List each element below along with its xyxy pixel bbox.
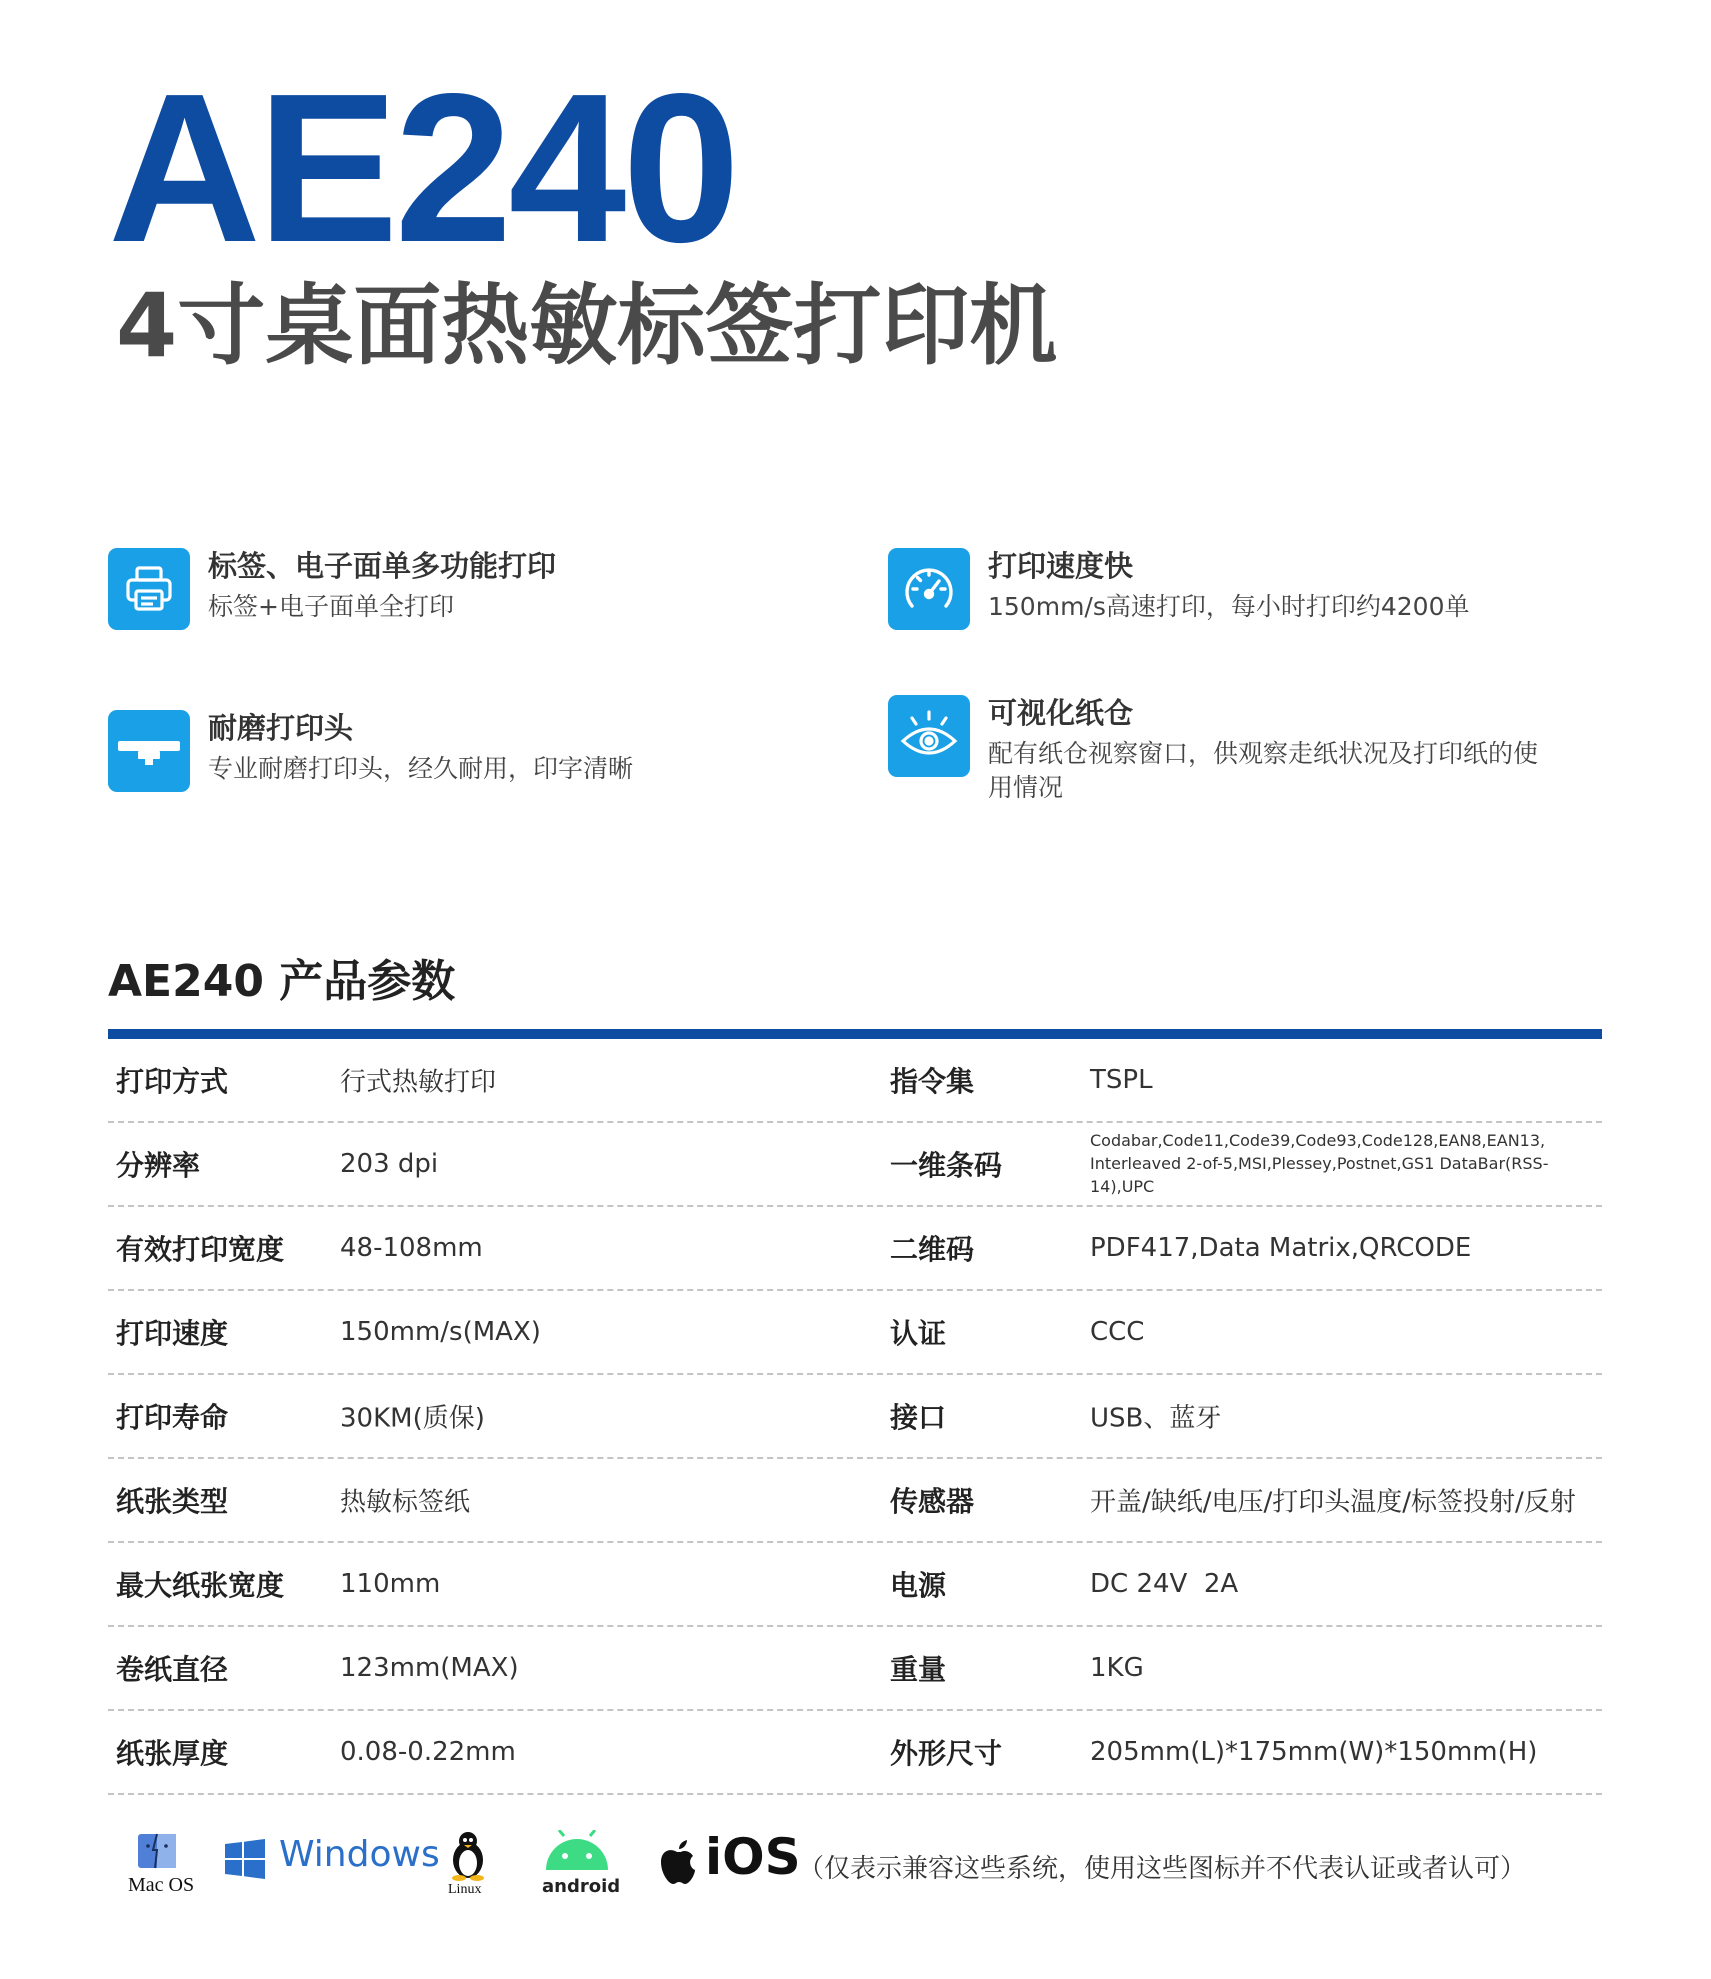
ios-label: iOS: [705, 1828, 801, 1886]
table-row: [108, 1207, 1602, 1291]
feature-desc: 标签+电子面单全打印: [208, 591, 454, 621]
spec-label: 打印寿命: [116, 1401, 229, 1434]
linux-label: Linux: [448, 1882, 482, 1897]
spec-label: 二维码: [890, 1233, 975, 1266]
spec-label: 纸张厚度: [116, 1737, 229, 1770]
table-row: [108, 1375, 1602, 1459]
spec-label: 接口: [890, 1401, 947, 1434]
windows-label: Windows: [279, 1834, 440, 1875]
windows-icon: [223, 1838, 267, 1880]
spec-value: 30KM(质保): [340, 1403, 485, 1434]
model-title: AE240: [108, 49, 737, 286]
feature-title: 打印速度快: [988, 549, 1134, 583]
table-row: [108, 1459, 1602, 1543]
feature-desc: 专业耐磨打印头，经久耐用，印字清晰: [208, 753, 634, 783]
android-icon: [544, 1830, 610, 1874]
spec-value: TSPL: [1090, 1065, 1153, 1095]
spec-value: Codabar,Code11,Code39,Code93,Code128,EAN8,EAN13, Interleaved 2-of-5,MSI,Plessey,Postnet,GS1 DataBar(RSS-14),UPC: [1090, 1131, 1549, 1197]
spec-divider: [108, 1029, 1602, 1039]
table-row: [108, 1039, 1602, 1123]
table-row: [108, 1123, 1602, 1207]
spec-value: CCC: [1090, 1317, 1145, 1347]
spec-label: 电源: [890, 1569, 947, 1602]
android-label: android: [542, 1876, 621, 1897]
spec-label: 有效打印宽度: [116, 1233, 285, 1266]
finder-icon: [132, 1830, 182, 1872]
spec-label: 认证: [890, 1317, 947, 1350]
spec-value: USB、蓝牙: [1090, 1403, 1222, 1434]
feature-printhead: [108, 710, 633, 792]
spec-value: 123mm(MAX): [340, 1653, 519, 1683]
apple-icon: [657, 1840, 697, 1886]
table-row: [108, 1711, 1602, 1795]
compatibility-note: （仅表示兼容这些系统，使用这些图标并不代表认证或者认可）: [798, 1854, 1527, 1884]
spec-heading: AE240 产品参数: [108, 956, 456, 1007]
table-row: [108, 1543, 1602, 1627]
spec-value: 开盖/缺纸/电压/打印头温度/标签投射/反射: [1090, 1487, 1576, 1518]
printer-icon: [108, 548, 190, 630]
spec-label: 分辨率: [116, 1149, 201, 1182]
spec-label: 卷纸直径: [116, 1653, 229, 1686]
spec-value: DC 24V 2A: [1090, 1569, 1239, 1599]
spec-value: 行式热敏打印: [340, 1067, 497, 1098]
feature-title: 可视化纸仓: [988, 696, 1134, 730]
product-subtitle: 4寸桌面热敏标签打印机: [116, 274, 1058, 377]
speedometer-icon: [888, 548, 970, 630]
spec-label: 传感器: [890, 1485, 975, 1518]
table-row: [108, 1627, 1602, 1711]
spec-label: 指令集: [890, 1065, 975, 1098]
feature-desc: 配有纸仓视察窗口，供观察走纸状况及打印纸的使用情况: [988, 738, 1539, 803]
table-row: [108, 1291, 1602, 1375]
spec-value: PDF417,Data Matrix,QRCODE: [1090, 1233, 1472, 1263]
eye-icon: [888, 695, 970, 777]
feature-speed: [888, 548, 1470, 630]
spec-label: 打印方式: [116, 1065, 229, 1098]
macos-label: Mac OS: [128, 1874, 195, 1896]
feature-visible-bin: [888, 695, 1548, 806]
spec-label: 最大纸张宽度: [116, 1569, 285, 1602]
spec-table: [108, 1039, 1602, 1795]
os-compatibility: [108, 1830, 1602, 1900]
spec-value: 203 dpi: [340, 1149, 439, 1179]
feature-title: 标签、电子面单多功能打印: [208, 549, 557, 583]
spec-value: 205mm(L)*175mm(W)*150mm(H): [1090, 1737, 1538, 1767]
spec-label: 重量: [890, 1653, 947, 1686]
spec-value: 热敏标签纸: [340, 1487, 471, 1518]
spec-label: 外形尺寸: [890, 1737, 1003, 1770]
spec-label: 一维条码: [890, 1149, 1003, 1182]
feature-title: 耐磨打印头: [208, 711, 354, 745]
spec-value: 48-108mm: [340, 1233, 483, 1263]
spec-value: 0.08-0.22mm: [340, 1737, 516, 1767]
spec-label: 纸张类型: [116, 1485, 229, 1518]
spec-value: 110mm: [340, 1569, 441, 1599]
feature-desc: 150mm/s高速打印，每小时打印约4200单: [988, 591, 1470, 621]
feature-multifunction: [108, 548, 556, 630]
spec-label: 打印速度: [116, 1317, 229, 1350]
spec-value: 150mm/s(MAX): [340, 1317, 541, 1347]
tux-icon: [446, 1830, 490, 1882]
printhead-icon: [108, 710, 190, 792]
spec-value: 1KG: [1090, 1653, 1144, 1683]
